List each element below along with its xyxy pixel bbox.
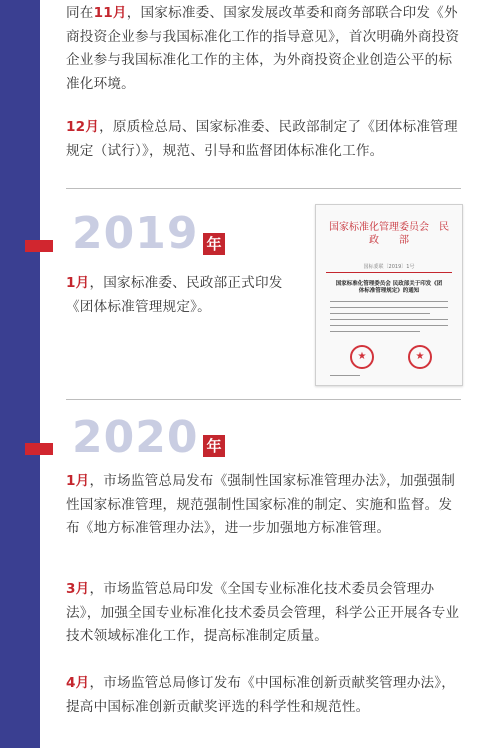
year-marker-2020 xyxy=(25,443,53,455)
paragraph-text: ，原质检总局、国家标准委、民政部制定了《团体标准管理规定（试行）》，规范、引导和监督团体标准化工作。 xyxy=(66,119,458,159)
paragraph-text: ，国家标准委、民政部正式印发《团体标准管理规定》。 xyxy=(66,275,283,315)
document-text-line xyxy=(330,331,420,332)
document-text-line xyxy=(330,307,448,308)
paragraph-text: ，市场监管总局修订发布《中国标准创新贡献奖管理办法》，提高中国标准创新贡献奖评选的科学性和规范性。 xyxy=(66,675,456,715)
paragraph-apr-2020 xyxy=(66,672,466,719)
official-document-image xyxy=(315,204,469,386)
document-red-rule xyxy=(326,272,452,273)
left-accent-bar xyxy=(0,0,40,748)
year-suffix-badge-2019: 年 xyxy=(203,233,225,255)
month-label: 3月 xyxy=(66,581,90,597)
paragraph-prefix: 同在 xyxy=(66,5,94,21)
paragraph-dec-2018 xyxy=(66,116,466,163)
red-seal-icon xyxy=(350,345,374,369)
section-divider xyxy=(66,188,461,189)
paragraph-mar-2020 xyxy=(66,578,466,649)
month-label: 11月 xyxy=(93,5,127,21)
document-header: 国家标准化管理委员会 民 政 部 xyxy=(329,222,469,246)
red-seal-icon xyxy=(408,345,432,369)
year-heading-2019: 2019 xyxy=(72,208,199,259)
year-heading-2020: 2020 xyxy=(72,412,199,463)
section-divider xyxy=(66,399,461,400)
document-text-line xyxy=(330,313,430,314)
month-label: 1月 xyxy=(66,275,90,291)
month-label: 12月 xyxy=(66,119,100,135)
document-text-line xyxy=(330,301,448,302)
paragraph-nov-2018 xyxy=(66,2,466,96)
document-text-line xyxy=(330,375,360,376)
paragraph-text: ，市场监管总局印发《全国专业标准化技术委员会管理办法》，加强全国专业标准化技术委员会管理，科学公正开展各专业技术领域标准化工作，提高标准制定质量。 xyxy=(66,581,460,644)
document-text-line xyxy=(330,319,448,320)
paragraph-jan-2020 xyxy=(66,470,466,541)
document-text-line xyxy=(330,325,448,326)
document-number: 国标委联〔2019〕1号 xyxy=(363,264,415,270)
year-suffix-badge-2020: 年 xyxy=(203,435,225,457)
document-title: 国家标准化管理委员会 民政部关于印发《团体标准管理规定》的通知 xyxy=(335,281,443,294)
year-marker-2019 xyxy=(25,240,53,252)
month-label: 1月 xyxy=(66,473,90,489)
paragraph-jan-2019 xyxy=(66,272,301,319)
month-label: 4月 xyxy=(66,675,90,691)
paragraph-text: ，国家标准委、国家发展改革委和商务部联合印发《外商投资企业参与我国标准化工作的指导意见》，首次明确外商投资企业参与我国标准化工作的主体，为外商投资企业创造公平的标准化环境。 xyxy=(66,5,460,92)
paragraph-text: ，市场监管总局发布《强制性国家标准管理办法》，加强强制性国家标准管理，规范强制性国家标准的制定、实施和监督。发布《地方标准管理办法》，进一步加强地方标准管理。 xyxy=(66,473,456,536)
